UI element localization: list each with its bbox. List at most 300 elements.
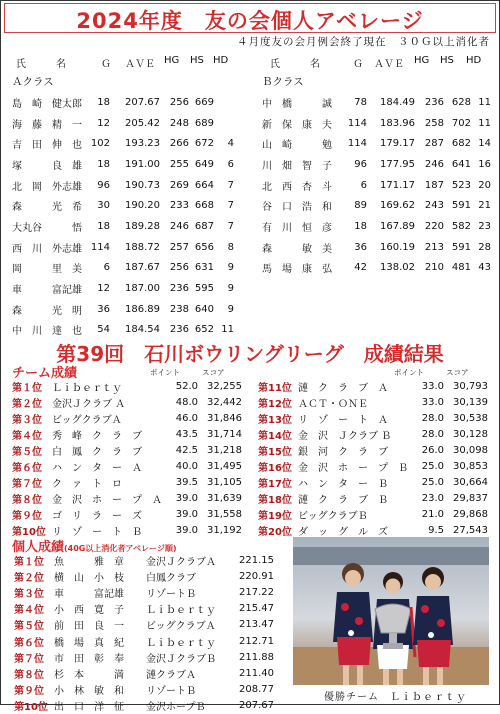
games-count: 36 <box>97 303 110 315</box>
team-points: 39.0 <box>175 524 198 536</box>
points-header-right: ポイント <box>394 368 424 377</box>
individual-average: 211.40 <box>239 667 274 679</box>
average-row <box>262 216 491 237</box>
high-series: 595 <box>194 283 214 295</box>
average-row <box>262 195 491 216</box>
team-rank: 第９位 <box>12 510 42 522</box>
header-ave-a: ＡＶＥ <box>125 59 155 70</box>
games-count: 96 <box>97 179 110 191</box>
individual-name: 杉 本 満 <box>54 669 124 681</box>
games-count: 18 <box>97 220 110 232</box>
high-game: 266 <box>169 138 189 150</box>
individual-team: リゾートＢ <box>146 686 196 698</box>
team-table-right <box>258 378 488 538</box>
team-row <box>12 506 242 522</box>
high-game: 287 <box>424 138 444 150</box>
team-points: 33.0 <box>421 396 444 408</box>
team-score: 30,793 <box>453 380 488 392</box>
individual-team: 金沢ＪクラブＢ <box>146 653 216 665</box>
high-series: 656 <box>194 241 214 253</box>
high-game: 269 <box>169 179 189 191</box>
average-value: 171.17 <box>380 179 415 191</box>
team-score: 32,442 <box>207 396 242 408</box>
handicap: 9 <box>227 262 234 274</box>
high-series: 591 <box>451 241 471 253</box>
high-game: 236 <box>424 96 444 108</box>
average-value: 169.62 <box>380 200 415 212</box>
individual-team: Ｌｉｂｅｒｔｙ <box>146 605 216 617</box>
handicap: 4 <box>227 138 234 150</box>
games-count: 114 <box>347 138 367 150</box>
individual-average: 215.47 <box>239 603 274 615</box>
individual-rank: 第10位 <box>14 702 48 714</box>
team-points: 43.5 <box>175 428 198 440</box>
games-count: 42 <box>354 262 367 274</box>
player-name: 森 敏 美 <box>262 243 332 255</box>
handicap: 7 <box>227 200 234 212</box>
individual-rank: 第９位 <box>14 686 44 698</box>
individual-label-note: (40G以上消化者アベレージ順) <box>64 544 177 553</box>
individual-average: 207.67 <box>239 700 274 712</box>
team-row <box>258 458 488 474</box>
header-hd-b: HD <box>466 55 482 66</box>
handicap: 14 <box>478 138 491 150</box>
team-points: 26.0 <box>421 444 444 456</box>
team-row <box>258 522 488 538</box>
team-row <box>12 410 242 426</box>
player-name: 塚 良 雄 <box>12 160 82 172</box>
team-points: 9.5 <box>428 524 444 536</box>
individual-label: 個人成績 <box>12 540 65 555</box>
team-name: ハ ン タ ー Ａ <box>52 462 142 474</box>
high-series: 689 <box>194 117 214 129</box>
team-points: 48.0 <box>175 396 198 408</box>
team-score: 31,846 <box>207 412 242 424</box>
high-game: 248 <box>169 117 189 129</box>
player-name: 北 西 杏 斗 <box>262 181 332 193</box>
team-points: 39.5 <box>175 476 198 488</box>
team-rank: 第10位 <box>12 526 46 538</box>
player-name: 北 岡 外志雄 <box>12 181 82 193</box>
high-game: 238 <box>169 303 189 315</box>
header-name-b: 氏 名 <box>270 59 320 70</box>
individual-row <box>14 682 274 698</box>
average-row <box>12 278 234 299</box>
handicap: 21 <box>478 200 491 212</box>
high-series: 591 <box>451 200 471 212</box>
team-name: 銀 河 ク ラ ブ <box>298 446 388 458</box>
high-series: 669 <box>194 96 214 108</box>
games-count: 54 <box>97 324 110 336</box>
average-row <box>12 216 234 237</box>
team-score: 31,105 <box>207 476 242 488</box>
games-count: 114 <box>347 117 367 129</box>
average-row <box>12 92 234 113</box>
player-name: 岡 里 美 <box>12 264 82 276</box>
team-points: 40.0 <box>175 460 198 472</box>
team-score: 30,664 <box>453 476 488 488</box>
high-series: 687 <box>194 220 214 232</box>
games-count: 18 <box>354 220 367 232</box>
games-count: 6 <box>103 262 110 274</box>
average-value: 188.72 <box>125 241 160 253</box>
team-row <box>258 474 488 490</box>
average-value: 205.42 <box>125 117 160 129</box>
team-results-label: チーム成績 <box>12 366 78 381</box>
average-value: 187.67 <box>125 262 160 274</box>
class-a-table <box>12 92 234 340</box>
team-name: 金 沢 ホ ー プ Ｂ <box>298 462 408 474</box>
team-row <box>258 426 488 442</box>
team-name: ゴ リ ラ ー ズ <box>52 510 142 522</box>
handicap <box>214 92 234 113</box>
average-row <box>12 113 234 134</box>
average-value: 207.67 <box>125 96 160 108</box>
high-series: 664 <box>194 179 214 191</box>
high-game: 246 <box>169 220 189 232</box>
team-rank: 第13位 <box>258 414 292 426</box>
high-series: 523 <box>451 179 471 191</box>
games-count: 78 <box>354 96 367 108</box>
team-score: 31,192 <box>207 524 242 536</box>
high-game: 255 <box>169 158 189 170</box>
handicap: 9 <box>227 283 234 295</box>
team-name: リ ゾ ー ト Ａ <box>298 414 388 426</box>
team-table-left <box>12 378 242 538</box>
games-count: 18 <box>97 96 110 108</box>
individual-average: 213.47 <box>239 619 274 631</box>
individual-name: 出 口 洋 征 <box>54 702 124 714</box>
individual-rank: 第８位 <box>14 669 44 681</box>
handicap <box>214 113 234 134</box>
player-name: 島 崎 健太郎 <box>12 98 82 110</box>
individual-average: 217.22 <box>239 586 274 598</box>
team-row <box>12 474 242 490</box>
games-count: 89 <box>354 200 367 212</box>
points-header-left: ポイント <box>150 368 180 377</box>
average-row <box>262 258 491 279</box>
team-rank: 第16位 <box>258 462 292 474</box>
player-name: 新 保 康 夫 <box>262 119 332 131</box>
handicap: 9 <box>227 303 234 315</box>
high-game: 233 <box>169 200 189 212</box>
player-name: 森 光 明 <box>12 305 82 317</box>
high-series: 668 <box>194 200 214 212</box>
individual-name: 市 田 彰 奉 <box>54 653 124 665</box>
team-name: ＡＣＴ・ＯＮＥ <box>298 398 368 410</box>
player-name: 有 川 恒 彦 <box>262 222 332 234</box>
individual-team: 漣クラブＡ <box>146 669 196 681</box>
team-name: 白 鳳 ク ラ ブ <box>52 446 142 458</box>
individual-rank: 第４位 <box>14 605 44 617</box>
team-row <box>258 410 488 426</box>
high-series: 631 <box>194 262 214 274</box>
team-name: 金沢Ｊクラブ Ａ <box>52 398 126 410</box>
average-value: 160.19 <box>380 241 415 253</box>
individual-name: 小 林 敏 和 <box>54 686 124 698</box>
team-rank: 第１位 <box>12 382 42 394</box>
team-rank: 第12位 <box>258 398 292 410</box>
high-game: 246 <box>424 158 444 170</box>
team-row <box>258 442 488 458</box>
team-rank: 第５位 <box>12 446 42 458</box>
player-name: 西 川 外志雄 <box>12 243 82 255</box>
high-game: 257 <box>169 241 189 253</box>
average-value: 138.02 <box>380 262 415 274</box>
high-series: 641 <box>451 158 471 170</box>
team-points: 39.0 <box>175 508 198 520</box>
player-name: 谷 口 浩 和 <box>262 202 332 214</box>
individual-rank: 第２位 <box>14 572 44 584</box>
average-row <box>12 154 234 175</box>
class-a-label: Ａクラス <box>12 76 54 88</box>
average-row <box>12 133 234 154</box>
individual-average: 221.15 <box>239 554 274 566</box>
individual-row <box>14 568 274 584</box>
league-title: 第39回 石川ボウリングリーグ 成績結果 <box>56 342 444 366</box>
high-series: 582 <box>451 220 471 232</box>
player-name: 中 橋 誠 <box>262 98 332 110</box>
score-header-left: スコア <box>202 368 225 377</box>
team-score: 29,837 <box>453 492 488 504</box>
header-g-a: Ｇ <box>101 59 111 70</box>
handicap: 6 <box>227 158 234 170</box>
team-score: 30,128 <box>453 428 488 440</box>
average-row <box>12 195 234 216</box>
individual-row <box>14 552 274 568</box>
team-name: Ｌｉｂｅｒｔｙ <box>52 382 122 394</box>
team-points: 21.0 <box>421 508 444 520</box>
high-game: 187 <box>424 179 444 191</box>
high-series: 649 <box>194 158 214 170</box>
games-count: 114 <box>90 241 110 253</box>
team-name: ビッグクラブＡ <box>52 414 122 426</box>
team-rank: 第20位 <box>258 526 292 538</box>
individual-team: 金沢ＪクラブＡ <box>146 556 216 568</box>
team-score: 30,098 <box>453 444 488 456</box>
team-row <box>258 394 488 410</box>
team-row <box>12 426 242 442</box>
high-game: 210 <box>424 262 444 274</box>
high-game: 258 <box>424 117 444 129</box>
handicap: 11 <box>478 117 491 129</box>
high-series: 640 <box>194 303 214 315</box>
individual-team: ビッグクラブＡ <box>146 621 216 633</box>
average-note: ４月度友の会月例会終了現在 ３０Ｇ以上消化者 <box>237 36 490 48</box>
high-game: 220 <box>424 220 444 232</box>
average-row <box>12 299 234 320</box>
team-row <box>258 378 488 394</box>
team-rank: 第15位 <box>258 446 292 458</box>
title-box <box>4 3 496 33</box>
team-score: 31,639 <box>207 492 242 504</box>
average-value: 189.28 <box>125 220 160 232</box>
player-name: 馬 場 康 弘 <box>262 264 332 276</box>
team-points: 39.0 <box>175 492 198 504</box>
photo-caption: 優勝チーム Ｌｉｂｅｒｔｙ <box>324 692 467 703</box>
team-points: 25.0 <box>421 460 444 472</box>
class-b-label: Ｂクラス <box>262 76 304 88</box>
games-count: 18 <box>97 158 110 170</box>
handicap: 11 <box>221 324 234 336</box>
team-rank: 第11位 <box>258 382 292 394</box>
games-count: 6 <box>360 179 367 191</box>
handicap: 28 <box>478 241 491 253</box>
average-value: 183.96 <box>380 117 415 129</box>
average-value: 184.54 <box>125 324 160 336</box>
team-row <box>258 490 488 506</box>
team-name: 漣 ク ラ ブ Ｂ <box>298 494 388 506</box>
individual-name: 小 西 寛 子 <box>54 605 124 617</box>
individual-average: 208.77 <box>239 684 274 696</box>
games-count: 102 <box>90 138 110 150</box>
team-points: 25.0 <box>421 476 444 488</box>
team-name: ク ァ ト ロ <box>52 478 122 490</box>
high-game: 236 <box>169 324 189 336</box>
individual-team: 金沢ホープＢ <box>146 702 206 714</box>
team-rank: 第８位 <box>12 494 42 506</box>
header-name-a: 氏 名 <box>16 59 66 70</box>
team-row <box>12 458 242 474</box>
team-rank: 第３位 <box>12 414 42 426</box>
high-series: 702 <box>451 117 471 129</box>
team-score: 32,255 <box>207 380 242 392</box>
player-name: 山 崎 勉 <box>262 140 332 152</box>
individual-row <box>14 698 274 714</box>
average-value: 184.49 <box>380 96 415 108</box>
individual-team: Ｌｉｂｅｒｔｙ <box>146 637 216 649</box>
individual-row <box>14 649 274 665</box>
team-name: ビッグクラブＢ <box>298 510 368 522</box>
team-score: 30,538 <box>453 412 488 424</box>
average-value: 193.23 <box>125 138 160 150</box>
games-count: 36 <box>354 241 367 253</box>
games-count: 96 <box>354 158 367 170</box>
handicap: 23 <box>478 220 491 232</box>
handicap: 7 <box>227 179 234 191</box>
average-value: 167.89 <box>380 220 415 232</box>
individual-name: 前 田 良 一 <box>54 621 124 633</box>
average-row <box>262 92 491 113</box>
team-row <box>12 394 242 410</box>
team-row <box>12 378 242 394</box>
team-score: 27,543 <box>453 524 488 536</box>
header-hs-a: HS <box>190 55 204 66</box>
individual-row <box>14 665 274 681</box>
average-row <box>12 175 234 196</box>
handicap: 20 <box>478 179 491 191</box>
team-rank: 第14位 <box>258 430 292 442</box>
winning-team-photo <box>293 537 489 685</box>
games-count: 12 <box>97 117 110 129</box>
individual-name: 橋 場 真 紀 <box>54 637 124 649</box>
team-rank: 第２位 <box>12 398 42 410</box>
team-score: 31,558 <box>207 508 242 520</box>
average-row <box>262 175 491 196</box>
individual-row <box>14 633 274 649</box>
team-score: 31,495 <box>207 460 242 472</box>
team-rank: 第７位 <box>12 478 42 490</box>
team-rank: 第18位 <box>258 494 292 506</box>
individual-row <box>14 601 274 617</box>
average-value: 179.17 <box>380 138 415 150</box>
average-value: 187.00 <box>125 283 160 295</box>
individual-rank: 第３位 <box>14 588 44 600</box>
high-series: 652 <box>194 324 214 336</box>
team-rank: 第19位 <box>258 510 292 522</box>
player-name: 大丸谷 悟 <box>12 222 82 234</box>
team-row <box>12 442 242 458</box>
individual-table <box>14 552 274 714</box>
high-game: 243 <box>424 200 444 212</box>
team-rank: 第４位 <box>12 430 42 442</box>
team-points: 46.0 <box>175 412 198 424</box>
average-row <box>12 237 234 258</box>
header-hs-b: HS <box>440 55 454 66</box>
average-value: 190.20 <box>125 200 160 212</box>
team-row <box>258 506 488 522</box>
team-points: 42.5 <box>175 444 198 456</box>
header-hg-b: HG <box>414 55 430 66</box>
individual-rank: 第１位 <box>14 556 44 568</box>
average-row <box>262 154 491 175</box>
team-points: 28.0 <box>421 428 444 440</box>
team-row <box>12 490 242 506</box>
high-series: 672 <box>194 138 214 150</box>
games-count: 30 <box>97 200 110 212</box>
team-name: 漣 ク ラ ブ Ａ <box>298 382 388 394</box>
individual-row <box>14 584 274 600</box>
individual-average: 220.91 <box>239 570 274 582</box>
handicap: 8 <box>227 241 234 253</box>
average-row <box>262 237 491 258</box>
handicap: 7 <box>227 220 234 232</box>
player-name: 川 畑 智 子 <box>262 160 332 172</box>
player-name: 車 富記雄 <box>12 285 82 297</box>
handicap: 16 <box>478 158 491 170</box>
individual-rank: 第６位 <box>14 637 44 649</box>
team-score: 30,139 <box>453 396 488 408</box>
high-game: 236 <box>169 283 189 295</box>
average-value: 186.89 <box>125 303 160 315</box>
player-name: 海 藤 精 一 <box>12 119 82 131</box>
team-rank: 第６位 <box>12 462 42 474</box>
team-points: 33.0 <box>421 380 444 392</box>
individual-average: 212.71 <box>239 635 274 647</box>
average-row <box>262 133 491 154</box>
high-game: 213 <box>424 241 444 253</box>
individual-name: 車 富記雄 <box>54 588 124 600</box>
handicap: 43 <box>478 262 491 274</box>
team-score: 31,714 <box>207 428 242 440</box>
individual-name: 魚 雅 章 <box>54 556 124 568</box>
average-value: 191.00 <box>125 158 160 170</box>
average-row <box>12 258 234 279</box>
games-count: 12 <box>97 283 110 295</box>
player-name: 中 川 達 也 <box>12 326 82 338</box>
average-value: 190.73 <box>125 179 160 191</box>
team-score: 29,868 <box>453 508 488 520</box>
average-value: 177.95 <box>380 158 415 170</box>
team-score: 31,218 <box>207 444 242 456</box>
header-hg-a: HG <box>164 55 180 66</box>
individual-row <box>14 617 274 633</box>
high-series: 481 <box>451 262 471 274</box>
player-name: 森 光 希 <box>12 202 82 214</box>
team-points: 23.0 <box>421 492 444 504</box>
high-series: 682 <box>451 138 471 150</box>
individual-team: 白鳳クラブ <box>146 572 196 584</box>
